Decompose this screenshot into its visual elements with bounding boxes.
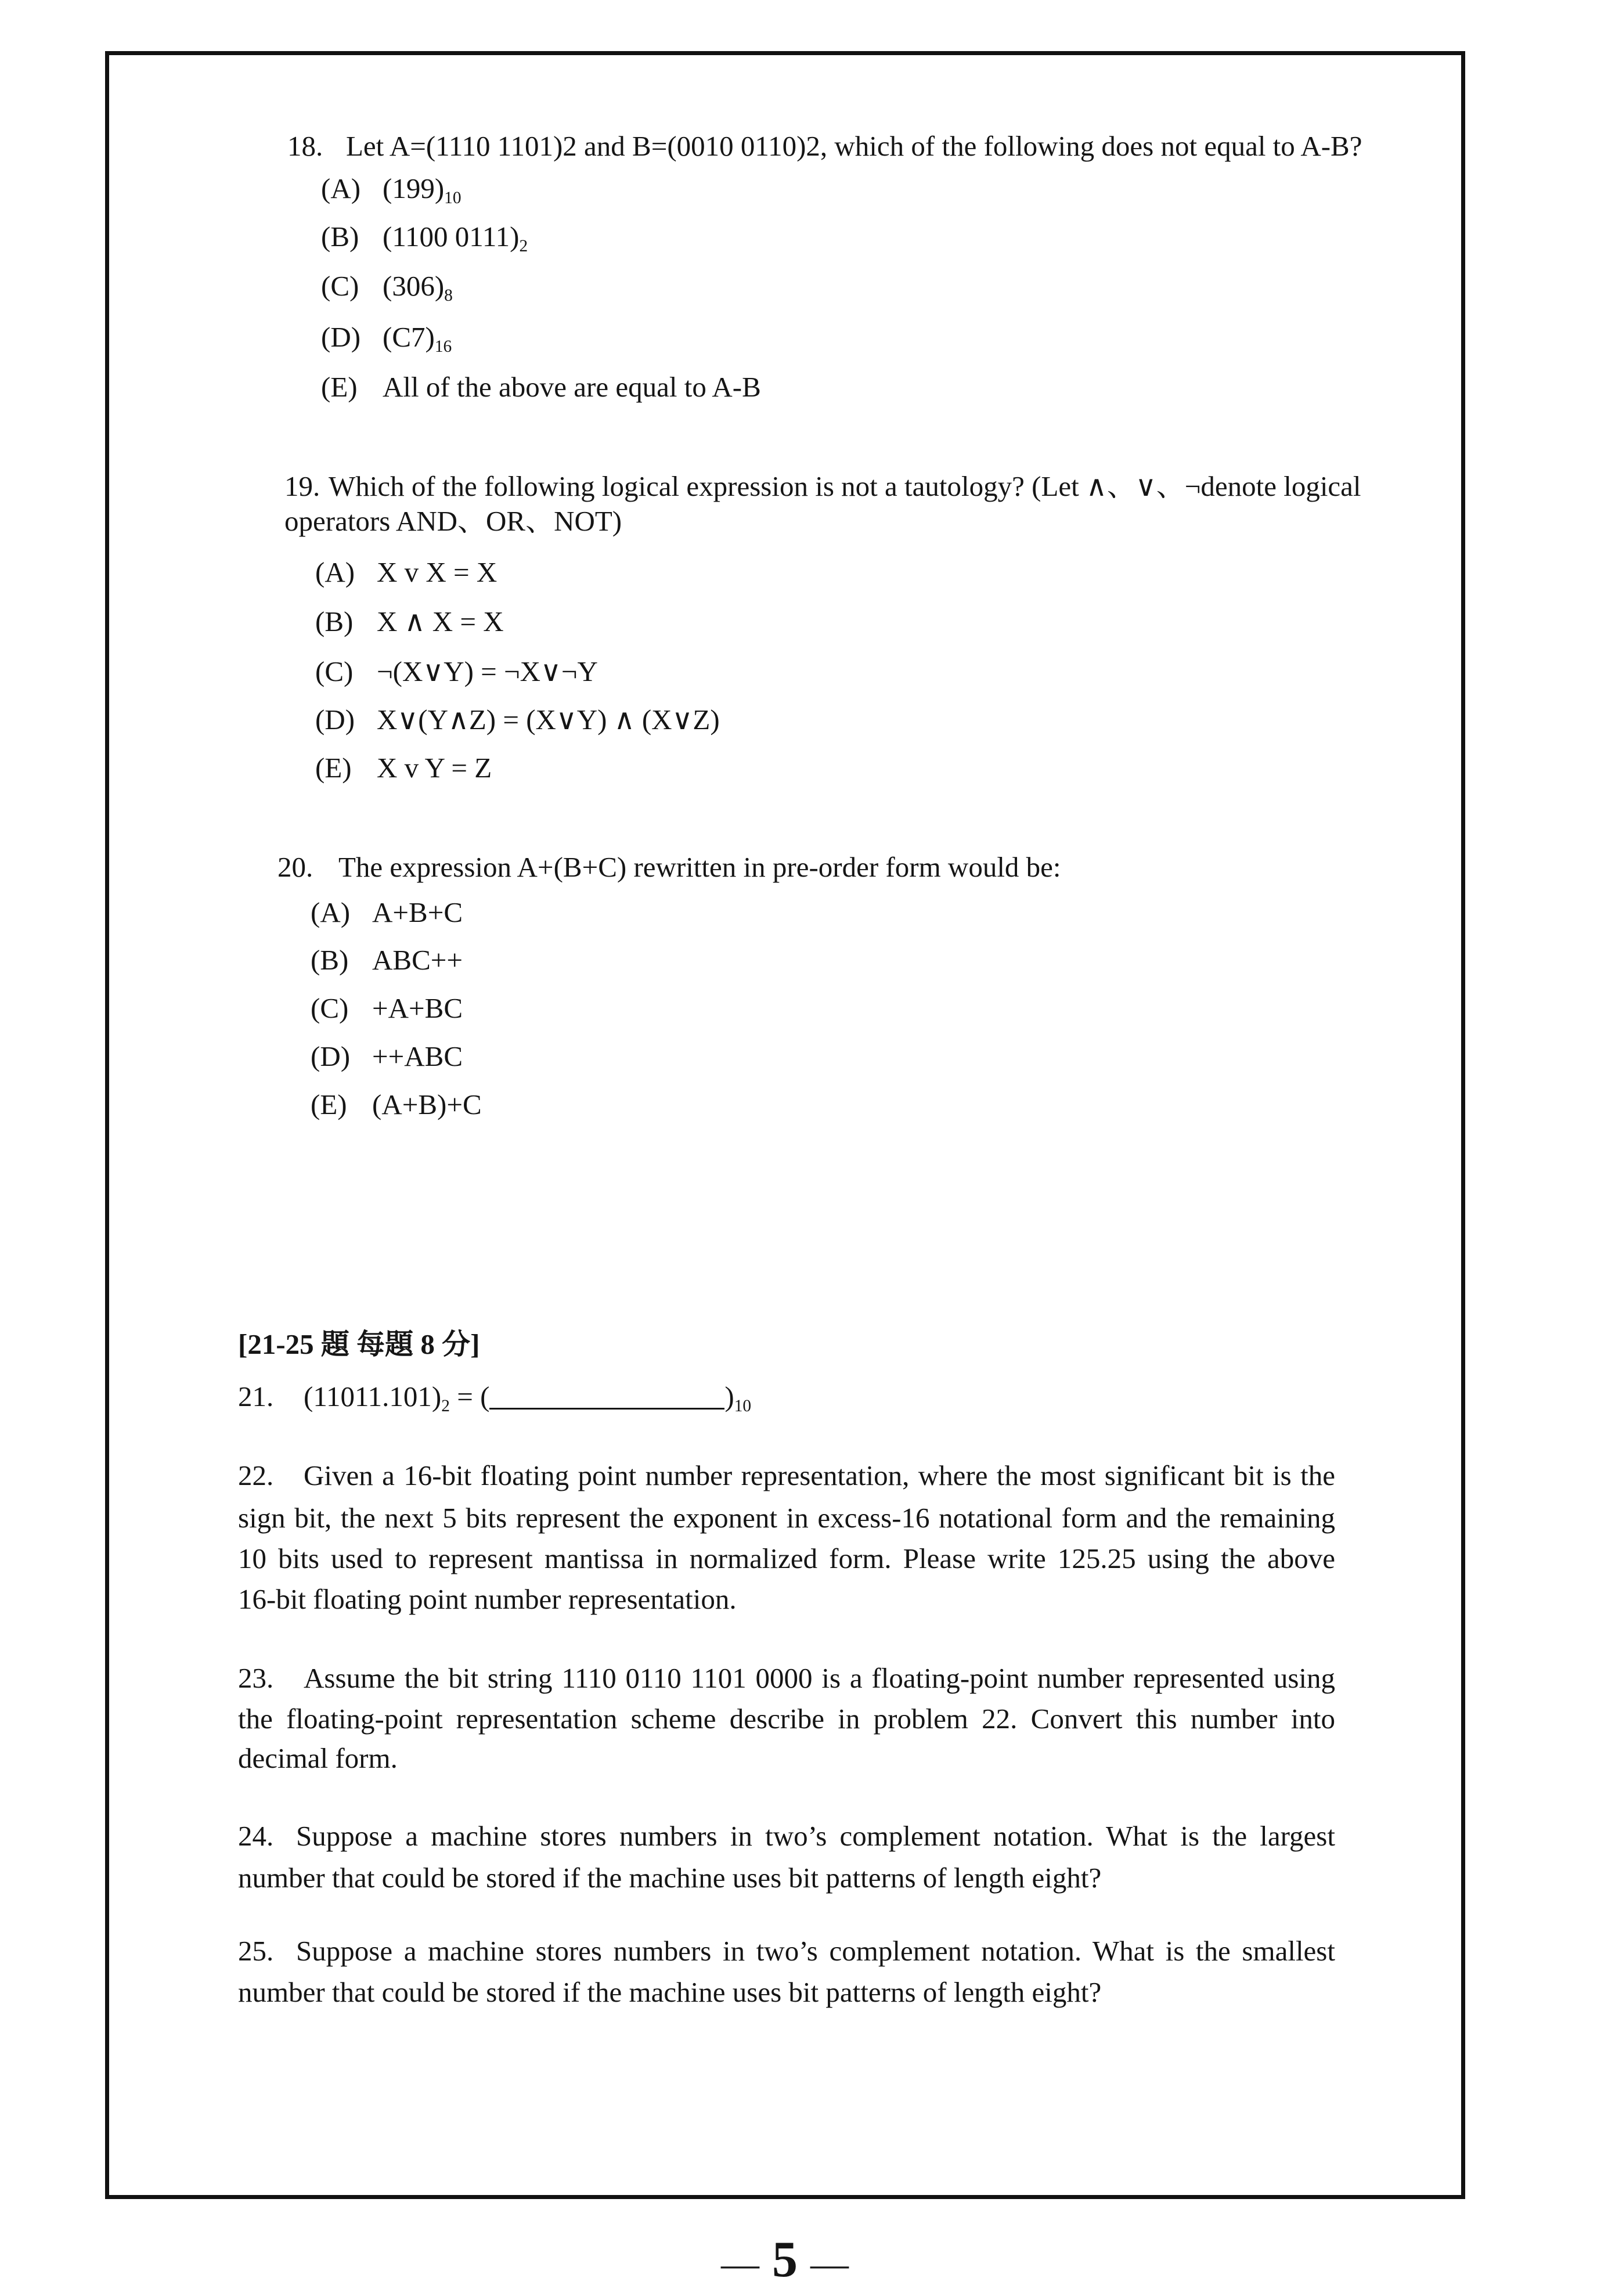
binary-value: (11011.101) — [304, 1381, 442, 1412]
option-c — [315, 654, 598, 689]
option-text: ++ABC — [372, 1040, 463, 1072]
option-a — [311, 895, 463, 930]
option-label: (C) — [321, 270, 359, 302]
option-label: (A) — [311, 896, 351, 928]
question-text-line: the floating-point representation scheme describe in problem 22. Convert this number into — [238, 1703, 1335, 1735]
question-stem-line-2: operators AND、OR、NOT) — [284, 505, 622, 537]
question-number: 23. — [238, 1662, 274, 1694]
option-label: (B) — [321, 221, 359, 253]
base-subscript: 10 — [734, 1396, 752, 1415]
question-text-line: sign bit, the next 5 bits represent the exponent in excess-16 notational form and the remaining — [238, 1502, 1335, 1534]
option-text: (1100 0111) — [383, 221, 520, 253]
question-number: 24. — [238, 1820, 274, 1852]
base-subscript: 2 — [519, 236, 528, 255]
section-header: [21-25 題 每題 8 分] — [238, 1328, 480, 1360]
option-text: X v Y = Z — [377, 752, 492, 784]
option-b — [311, 943, 463, 978]
question-text-line: number that could be stored if the machine uses bit patterns of length eight? — [238, 1976, 1102, 2008]
option-text: A+B+C — [372, 896, 463, 928]
option-text: ABC++ — [372, 944, 463, 976]
question-text-line: Assume the bit string 1110 0110 1101 0000 is a floating-point number represented using — [304, 1662, 1335, 1694]
option-text: (306) — [383, 270, 445, 302]
option-text: (A+B)+C — [372, 1088, 482, 1120]
page-number-dash-left: — — [721, 2243, 759, 2285]
option-text: ¬(X∨Y) = ¬X∨¬Y — [377, 655, 598, 687]
question-number: 20. — [277, 851, 313, 883]
option-label: (C) — [315, 655, 354, 687]
option-b — [315, 604, 504, 639]
option-text: (199) — [383, 172, 445, 204]
option-label: (E) — [311, 1088, 347, 1120]
question-text-line: Given a 16-bit floating point number representation, where the most significant bit is the — [304, 1459, 1335, 1491]
conversion-expression — [304, 1379, 751, 1414]
option-label: (D) — [315, 704, 355, 736]
option-a — [321, 171, 462, 206]
option-label: (D) — [311, 1040, 351, 1072]
page-number — [721, 2234, 849, 2290]
option-label: (E) — [321, 371, 358, 403]
page-number-dash-right: — — [810, 2243, 849, 2285]
answer-blank — [489, 1408, 724, 1410]
question-stem: The expression A+(B+C) rewritten in pre-order form would be: — [338, 851, 1061, 883]
option-label: (D) — [321, 321, 361, 353]
option-label: (A) — [315, 556, 355, 588]
option-a — [315, 555, 497, 590]
question-number: 25. — [238, 1935, 274, 1967]
question-stem-line-1: Which of the following logical expression is not a tautology? (Let ∧、∨、¬denote logical — [329, 470, 1361, 502]
option-text: +A+BC — [372, 992, 463, 1024]
question-text-line: 16-bit floating point number representation. — [238, 1583, 737, 1615]
page-number-value: 5 — [772, 2232, 798, 2288]
option-label: (E) — [315, 752, 352, 784]
option-e — [311, 1087, 482, 1122]
option-c — [311, 991, 463, 1026]
equals-open: = ( — [449, 1381, 490, 1412]
question-number: 18. — [287, 130, 323, 162]
question-stem: Let A=(1110 1101)2 and B=(0010 0110)2, which of the following does not equal to A-B? — [346, 130, 1362, 162]
option-c — [321, 269, 453, 304]
question-number: 22. — [238, 1459, 274, 1491]
option-label: (B) — [315, 605, 354, 637]
option-d — [315, 702, 720, 737]
option-text: All of the above are equal to A-B — [383, 371, 761, 403]
option-text: X ∧ X = X — [377, 605, 504, 637]
option-label: (B) — [311, 944, 349, 976]
base-subscript: 10 — [444, 188, 462, 207]
base-subscript: 16 — [434, 337, 452, 356]
option-text: X v X = X — [377, 556, 497, 588]
option-label: (A) — [321, 172, 361, 204]
question-number: 19. — [284, 470, 320, 502]
option-e — [315, 751, 492, 785]
base-subscript: 2 — [441, 1396, 450, 1415]
question-number: 21. — [238, 1381, 274, 1412]
question-text-line: decimal form. — [238, 1742, 398, 1774]
question-text-line: number that could be stored if the machine uses bit patterns of length eight? — [238, 1862, 1102, 1894]
option-b — [321, 219, 528, 254]
option-d — [311, 1039, 463, 1074]
question-text-line: Suppose a machine stores numbers in two’s complement notation. What is the largest — [296, 1820, 1335, 1852]
question-text-line: Suppose a machine stores numbers in two’s complement notation. What is the smallest — [296, 1935, 1335, 1967]
option-text: X∨(Y∧Z) = (X∨Y) ∧ (X∨Z) — [377, 704, 720, 736]
option-e — [321, 370, 761, 405]
base-subscript: 8 — [444, 286, 453, 305]
question-text-line: 10 bits used to represent mantissa in normalized form. Please write 125.25 using the above — [238, 1542, 1335, 1574]
option-text: (C7) — [383, 321, 435, 353]
option-label: (C) — [311, 992, 349, 1024]
close-paren: ) — [724, 1381, 734, 1412]
option-d — [321, 320, 452, 355]
